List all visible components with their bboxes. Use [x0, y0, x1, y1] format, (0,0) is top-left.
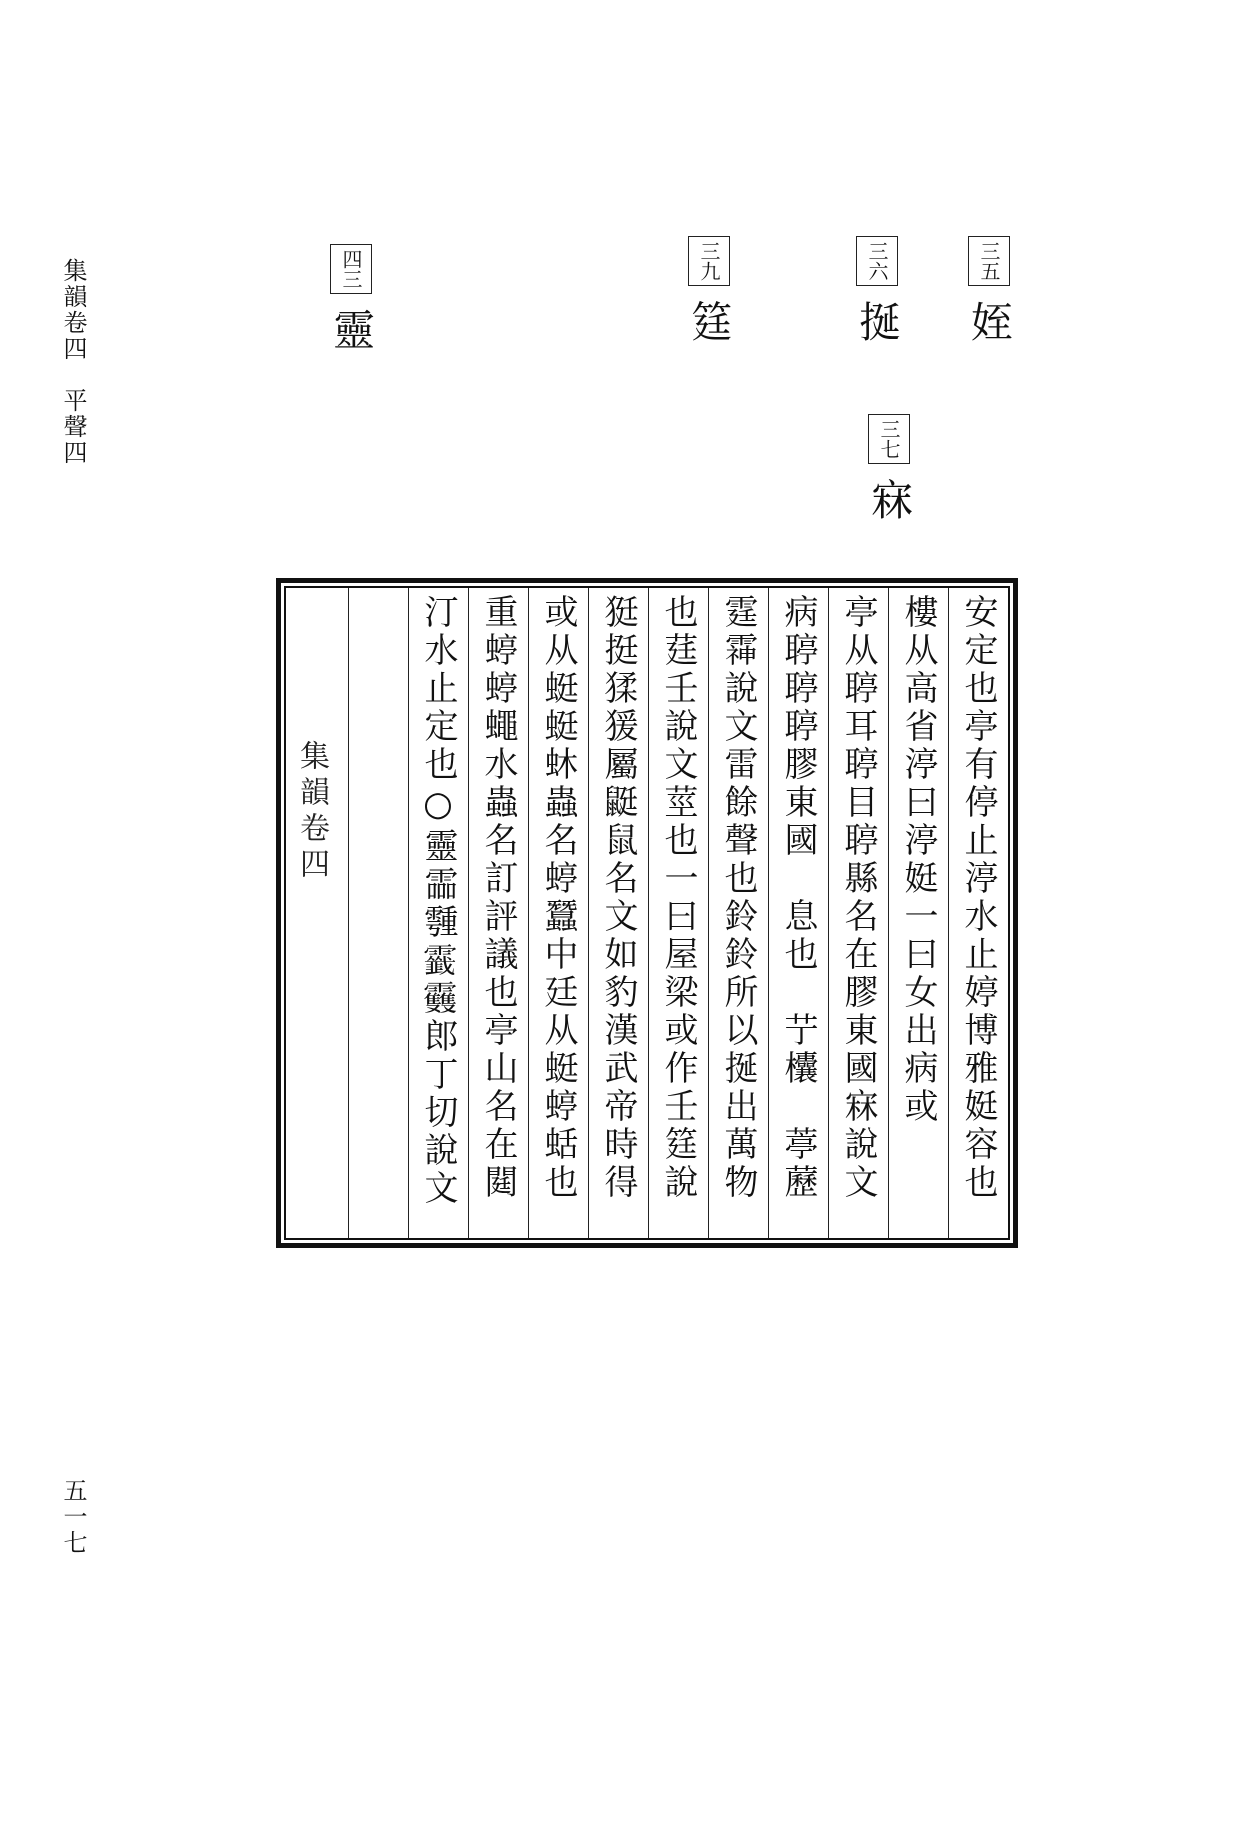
text-column: 重蝏蝏蠅水蟲名訂評議也亭山名在閮	[468, 588, 528, 1238]
page-number: 五一七	[59, 1478, 87, 1556]
text-column: 霆䨩說文雷餘聲也鈴鈴所以挻出萬物	[708, 588, 768, 1238]
text-column: 㹶挺猱猨屬鼮鼠名文如豹漢武帝時得	[588, 588, 648, 1238]
note-char: 挻	[853, 300, 902, 342]
text-column: 樓从高省渟曰渟娗一曰女出病或	[888, 588, 948, 1238]
note-number: 三六	[856, 236, 898, 286]
text-column	[348, 588, 408, 1238]
text-column	[288, 588, 348, 1238]
note-43	[327, 244, 376, 350]
note-char: 姪	[965, 300, 1014, 342]
running-head: 集韻卷四 平聲四	[59, 258, 87, 466]
note-39	[685, 236, 734, 342]
note-36	[853, 236, 902, 342]
text-column: 安定也亭有停止渟水止婷博雅娗容也	[948, 588, 1008, 1238]
note-37	[865, 414, 914, 520]
note-number: 三五	[968, 236, 1010, 286]
note-number: 四三	[330, 244, 372, 294]
note-number: 三九	[688, 236, 730, 286]
text-column: 也莛壬說文莖也一曰屋梁或作壬筳說	[648, 588, 708, 1238]
note-char: 靈	[327, 308, 376, 350]
text-column: 病聤聤聤膠東國 息也 艼欜 葶藶	[768, 588, 828, 1238]
text-column: 汀水止定也○靈霝𩅞𩆷𩇈郎丁切說文	[408, 588, 468, 1238]
text-column: 亭从聤耳聤目聤縣名在膠東國㝝說文	[828, 588, 888, 1238]
woodblock-text-frame	[284, 586, 1010, 1240]
note-35	[965, 236, 1014, 342]
fold-margin-text: 集韻卷四	[294, 740, 329, 884]
note-char: 㝝	[865, 478, 914, 520]
text-column: 或从蜓蜓蚞蟲名蝏蠶中廷从蜓蝏蛞也	[528, 588, 588, 1238]
text-columns	[286, 588, 1008, 1238]
note-char: 筳	[685, 300, 734, 342]
note-number: 三七	[868, 414, 910, 464]
